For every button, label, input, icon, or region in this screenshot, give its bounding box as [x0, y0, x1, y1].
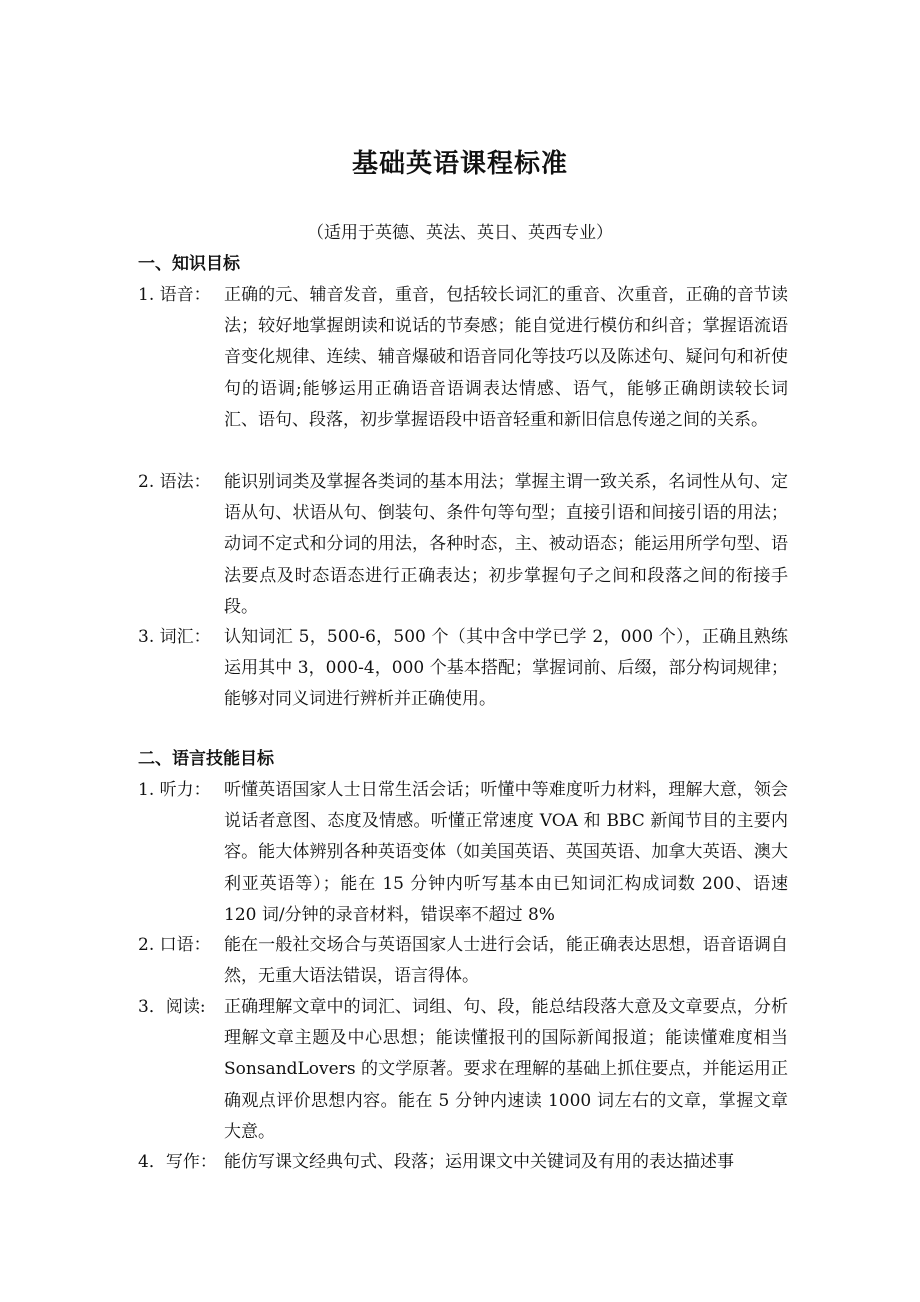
item-label: 1. 语音： [138, 285, 211, 305]
item-text: 听懂英语国家人士日常生活会话；听懂中等难度听力材料，理解大意，领会说话者意图、态度及情感。听懂正常速度 VOA 和 BBC 新闻节目的主要内容。能大体辨别各种英语变体（如美国英语、英国英语、加拿大英语、澳大利亚英语等）；能在 15 分钟内听写基本由已知词汇构成词数 200、语速 120 词/分钟的录音材料，错误率不超过 8% [224, 780, 788, 925]
list-item-grammar [138, 467, 788, 623]
list-item-speaking [138, 930, 788, 992]
list-item-writing [138, 1147, 788, 1178]
list-item-pronunciation [138, 280, 788, 436]
item-label: 3. 词汇： [138, 627, 211, 647]
item-label: 2. 语法： [138, 472, 211, 492]
list-item-listening [138, 775, 788, 931]
item-label: 2. 口语： [138, 935, 211, 955]
item-label: 4．写作： [138, 1152, 217, 1172]
section-heading-language-skills-goals: 二、语言技能目标 [138, 749, 274, 769]
section-heading-knowledge-goals: 一、知识目标 [138, 254, 240, 274]
item-label: 3．阅读: [138, 997, 206, 1017]
item-text: 能在一般社交场合与英语国家人士进行会话，能正确表达思想，语音语调自然，无重大语法错误，语言得体。 [224, 935, 788, 987]
item-text: 正确理解文章中的词汇、词组、句、段，能总结段落大意及文章要点，分析理解文章主题及中心思想；能读懂报刊的国际新闻报道；能读懂难度相当 SonsandLovers 的文学原著。要求在理解的基础上抓住要点，并能运用正确观点评价思想内容。能在 5 分钟内速读 1000 词左右的文章，掌握文章大意。 [224, 997, 788, 1142]
document-title: 基础英语课程标准 [351, 149, 568, 179]
item-text: 能识别词类及掌握各类词的基本用法；掌握主谓一致关系，名词性从句、定语从句、状语从句、倒装句、条件句等句型；直接引语和间接引语的用法；动词不定式和分词的用法，各种时态，主、被动语态；能运用所学句型、语法要点及时态语态进行正确表达；初步掌握句子之间和段落之间的衔接手段。 [224, 472, 788, 617]
item-text: 正确的元、辅音发音，重音，包括较长词汇的重音、次重音，正确的音节读法；较好地掌握朗读和说话的节奏感；能自觉进行模仿和纠音；掌握语流语音变化规律、连续、辅音爆破和语音同化等技巧以及陈述句、疑问句和祈使句的语调;能够运用正确语音语调表达情感、语气，能够正确朗读较长词汇、语句、段落，初步掌握语段中语音轻重和新旧信息传递之间的关系。 [224, 285, 788, 430]
item-text: 认知词汇 5，500-6，500 个（其中含中学已学 2，000 个），正确且熟练运用其中 3，000-4，000 个基本搭配；掌握词前、后缀，部分构词规律；能够对同义词进行辨析并正确使用。 [224, 627, 788, 710]
list-item-vocabulary [138, 622, 788, 716]
document-subtitle: （适用于英德、英法、英日、英西专业） [307, 223, 613, 243]
item-text: 能仿写课文经典句式、段落；运用课文中关键词及有用的表达描述事 [224, 1152, 734, 1172]
list-item-reading [138, 992, 788, 1148]
item-label: 1. 听力： [138, 780, 211, 800]
